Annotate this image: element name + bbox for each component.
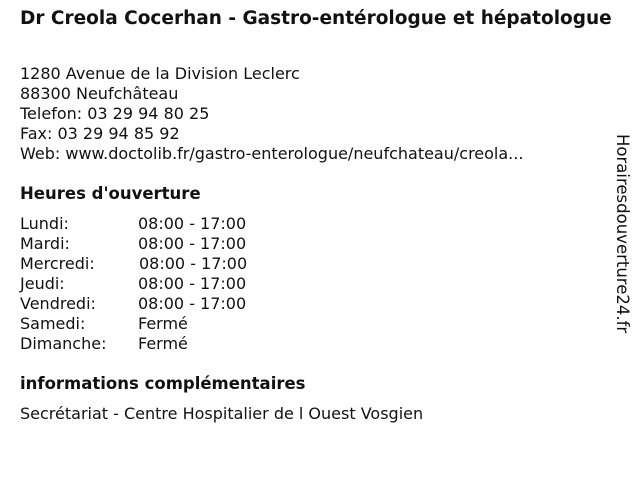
additional-info-heading: informations complémentaires — [20, 374, 306, 393]
website-link[interactable]: Web: www.doctolib.fr/gastro-enterologue/neufchateau/creola... — [20, 144, 524, 163]
hours-value: 08:00 - 17:00 — [138, 234, 247, 253]
hours-value: Fermé — [138, 334, 188, 353]
hours-value: 08:00 - 17:00 — [138, 294, 247, 313]
city-postal-code: 88300 Neufchâteau — [20, 84, 179, 103]
hours-value: 08:00 - 17:00 — [139, 254, 248, 273]
hours-value: Fermé — [138, 314, 188, 333]
day-label: Lundi: — [20, 214, 69, 233]
hours-value: 08:00 - 17:00 — [138, 274, 247, 293]
page-title: Dr Creola Cocerhan - Gastro-entérologue et hépatologue — [20, 8, 612, 29]
opening-hours-heading: Heures d'ouverture — [20, 184, 201, 203]
day-label: Samedi: — [20, 314, 86, 333]
day-label: Jeudi: — [20, 274, 65, 293]
additional-info-text: Secrétariat - Centre Hospitalier de l Ouest Vosgien — [20, 404, 424, 423]
day-label: Mardi: — [20, 234, 70, 253]
hours-value: 08:00 - 17:00 — [138, 214, 247, 233]
day-label: Mercredi: — [20, 254, 95, 273]
day-label: Vendredi: — [20, 294, 96, 313]
fax-number: Fax: 03 29 94 85 92 — [20, 124, 180, 143]
address-block — [20, 64, 523, 164]
day-label: Dimanche: — [20, 334, 107, 353]
street-address: 1280 Avenue de la Division Leclerc — [20, 64, 300, 83]
phone-number: Telefon: 03 29 94 80 25 — [20, 104, 210, 123]
site-watermark: Horairesdouverture24.fr — [613, 134, 632, 334]
